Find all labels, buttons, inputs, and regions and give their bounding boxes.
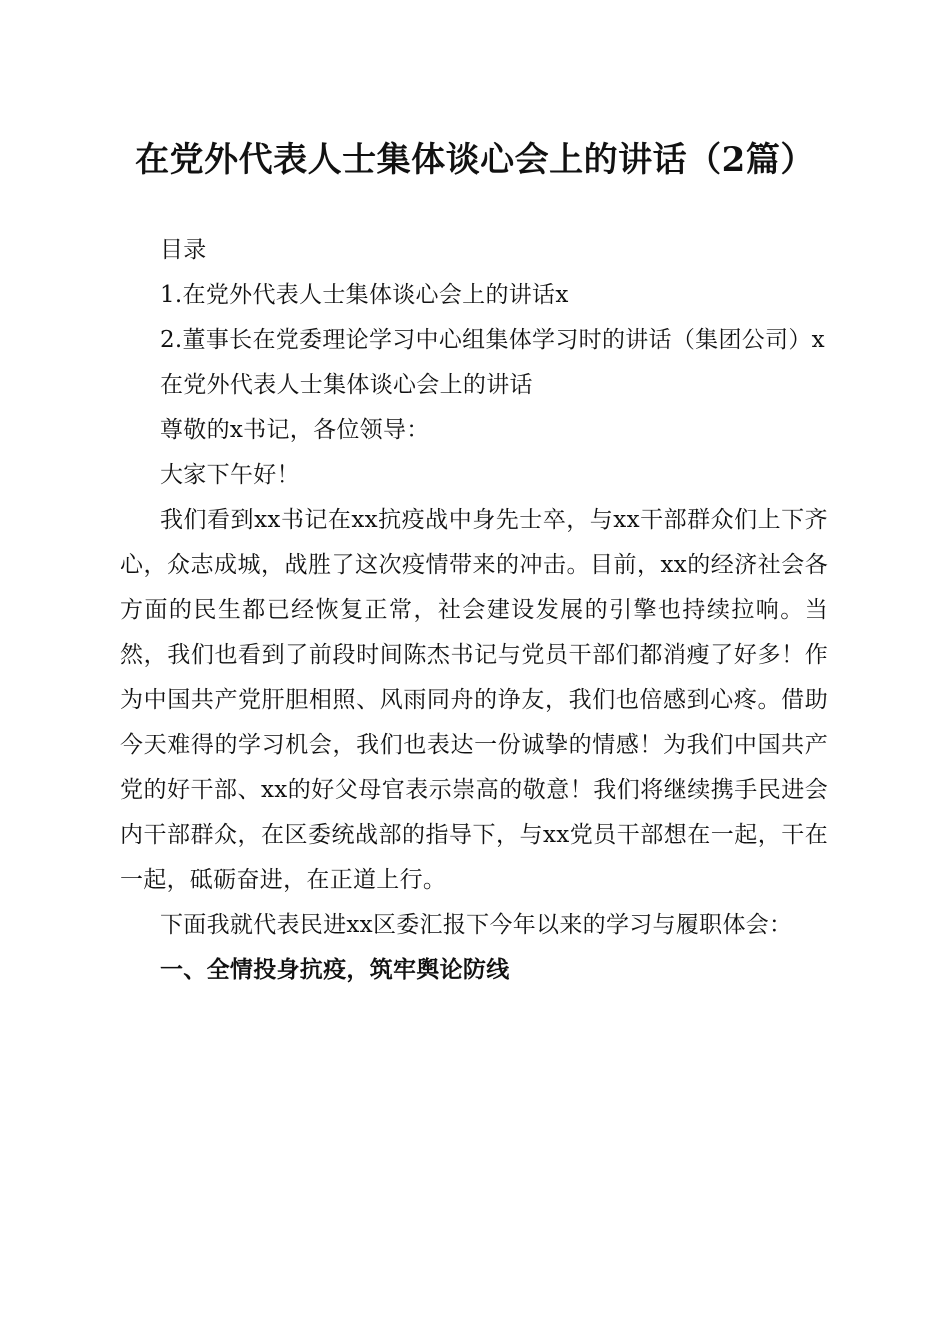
paragraph-2: 下面我就代表民进xx区委汇报下今年以来的学习与履职体会： <box>160 912 793 938</box>
greeting: 大家下午好！ <box>160 462 300 488</box>
salutation: 尊敬的x书记，各位领导： <box>160 417 430 443</box>
toc-item-1: 1.在党外代表人士集体谈心会上的讲话x <box>160 282 569 308</box>
document-body <box>120 228 828 993</box>
toc-label: 目录 <box>160 237 207 263</box>
paragraph-1: 我们看到xx书记在xx抗疫战中身先士卒，与xx干部群众们上下齐心，众志成城，战胜了这次疫情带来的冲击。目前，xx的经济社会各方面的民生都已经恢复正常，社会建设发展的引擎也持续拉响。当然，我们也看到了前段时间陈杰书记与党员干部们都消瘦了好多！作为中国共产党肝胆相照、风雨同舟的诤友，我们也倍感到心疼。借助今天难得的学习机会，我们也表达一份诚挚的情感！为我们中国共产党的好干部、xx的好父母官表示崇高的敬意！我们将继续携手民进会内干部群众，在区委统战部的指导下，与xx党员干部想在一起，干在一起，砥砺奋进，在正道上行。 <box>120 507 828 893</box>
section-heading: 一、全情投身抗疫，筑牢舆论防线 <box>160 957 510 983</box>
toc-item-2: 2.董事长在党委理论学习中心组集体学习时的讲话（集团公司）x <box>160 327 825 353</box>
document-title: 在党外代表人士集体谈心会上的讲话（2篇） <box>135 140 815 180</box>
speech-title: 在党外代表人士集体谈心会上的讲话 <box>160 372 533 398</box>
